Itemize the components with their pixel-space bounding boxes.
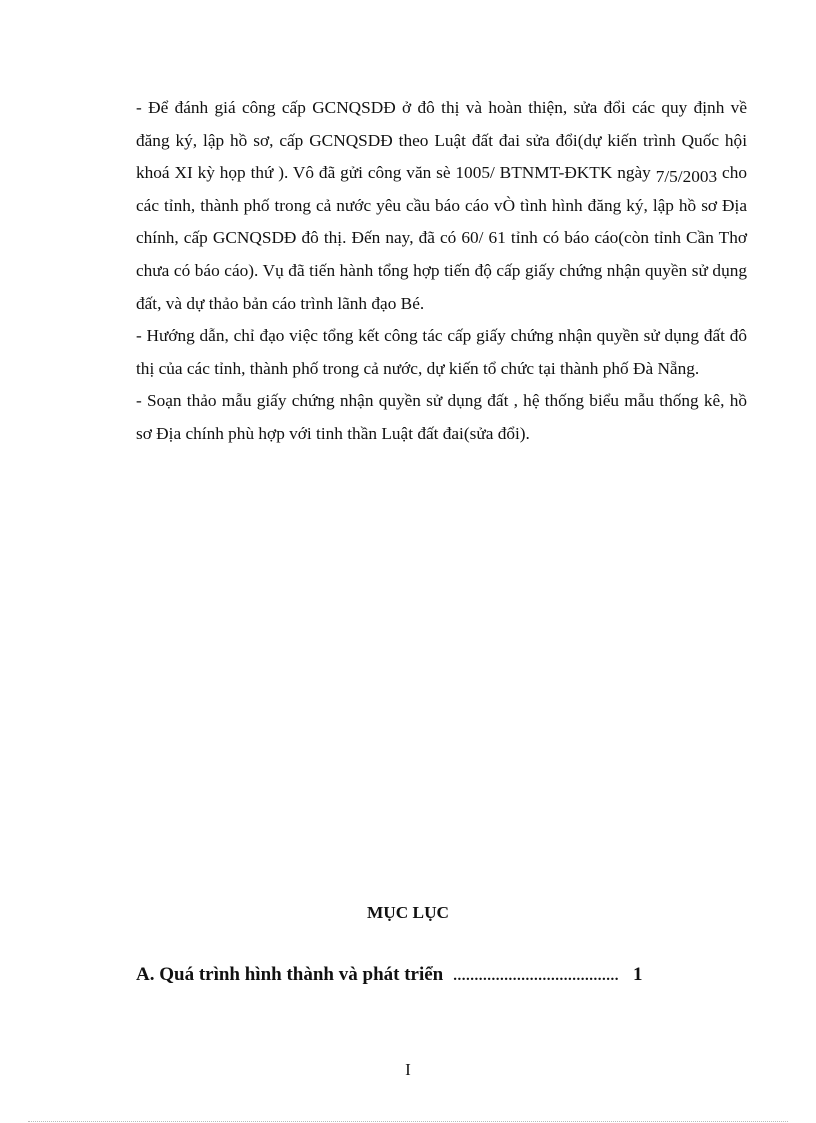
paragraph-1-part-2: cho các tỉnh, thành phố trong cả nước yêu cầu báo cáo vÒ tình hình đăng ký, lập hồ sơ Địa chính, cấp GCNQSDĐ đô thị. Đến nay, đã có 60/ 61 tỉnh có báo cáo(còn tỉnh Cần Thơ chưa có báo cáo). Vụ đã tiến hành tổng hợp tiến độ cấp giấy chứng nhận quyền sử dụng đất, và dự thảo bản cáo trình lãnh đạo Bé.: [136, 163, 747, 313]
paragraph-drafting: - Soạn thảo mẫu giấy chứng nhận quyền sử dụng đất , hệ thống biểu mẫu thống kê, hồ sơ Địa chính phù hợp với tinh thần Luật đất đai(sửa đổi).: [136, 391, 747, 443]
paragraph-report-status: [136, 92, 747, 320]
body-text: [136, 92, 747, 451]
page-number: I: [405, 1060, 411, 1079]
paragraph-1-part-1: - Để đánh giá công cấp GCNQSDĐ ở đô thị và hoàn thiện, sửa đổi các quy định về đăng ký, lập hồ sơ, cấp GCNQSDĐ theo Luật đất đai sửa đổi(dự kiến trình Quốc hội khoá XI kỳ họp thứ ). Vô đã gửi công văn sè 1005/ BTNMT-ĐKTK ngày: [136, 98, 747, 183]
document-date: 7/5/2003: [655, 167, 718, 187]
toc-title: MỤC LỤC: [366, 903, 450, 922]
paragraph-guidance: - Hướng dẫn, chỉ đạo việc tổng kết công tác cấp giấy chứng nhận quyền sử dụng đất đô thị của các tỉnh, thành phố trong cả nước, dự kiến tổ chức tại thành phố Đà Nẵng.: [136, 326, 747, 378]
toc-entry-page: 1: [633, 964, 643, 985]
page-bottom-divider: [28, 1121, 788, 1122]
toc-entry-label: A. Quá trình hình thành và phát triển: [136, 964, 444, 985]
toc-entry-leader: .......................................: [453, 968, 619, 984]
toc-entry[interactable]: [136, 960, 736, 991]
